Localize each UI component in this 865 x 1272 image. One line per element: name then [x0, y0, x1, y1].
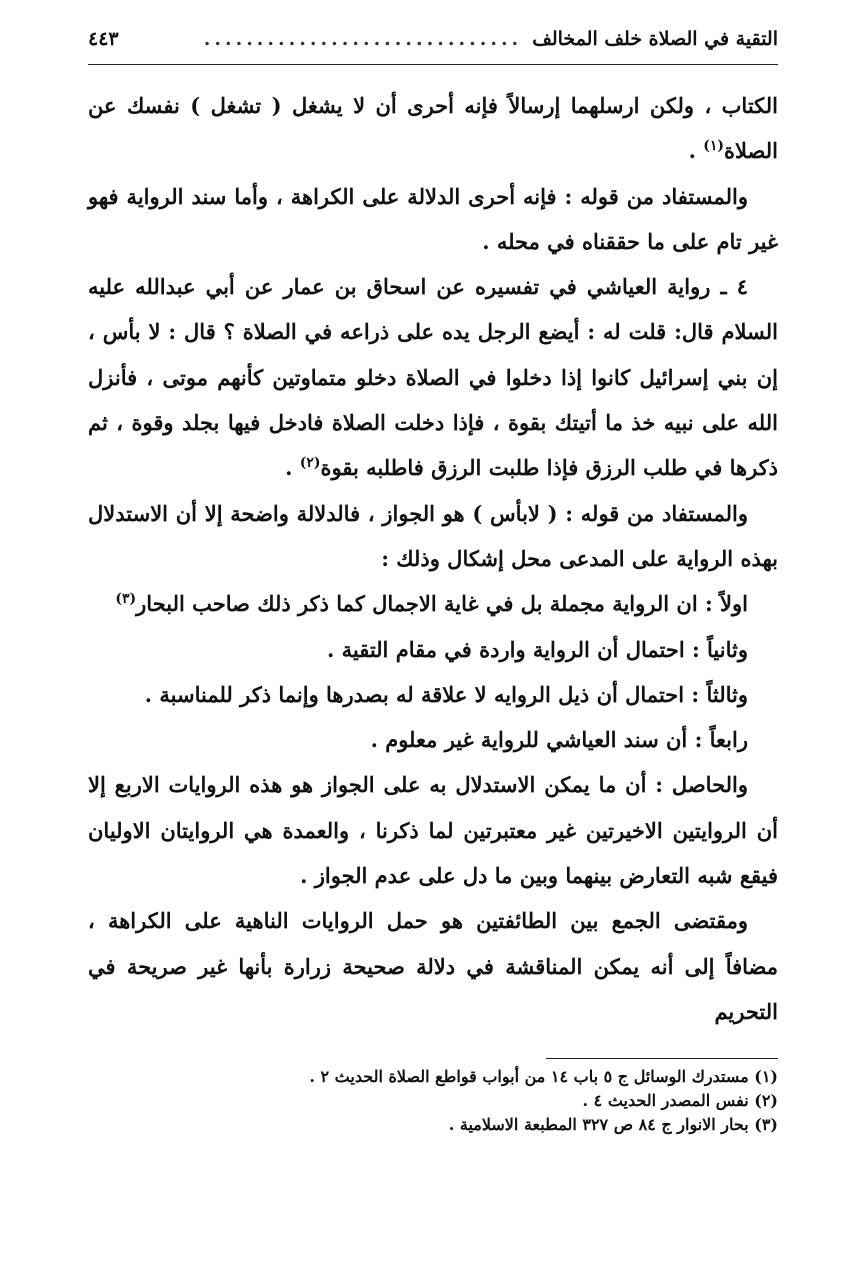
list-item: وثالثاً : احتمال أن ذيل الروايه لا علاقة له بصدرها وإنما ذكر للمناسبة . — [144, 681, 748, 707]
footnote-ref: (١) — [703, 138, 725, 155]
list-item: اولاً : ان الرواية مجملة بل في غاية الاجمال كما ذكر ذلك صاحب البحار$^{(٣)}$ — [115, 591, 748, 617]
footnote: (٣) بحار الانوار ج ٨٤ ص ٣٢٧ المطبعة الاسلامية . — [448, 1115, 778, 1135]
paragraph: الكتاب ، ولكن ارسلهما إرسالاً فإنه أحرى أن لا يشغل ( تشغل ) نفسك عن الصلاة$^{(١)}$ . — [88, 93, 778, 164]
running-header — [88, 28, 778, 65]
footnote-ref: (٣) — [115, 591, 137, 608]
footnotes — [88, 1065, 778, 1137]
paragraph: ٤ ـ رواية العياشي في تفسيره عن اسحاق بن عمار عن أبي عبدالله عليه السلام قال: قلت له : أيضع الرجل يده على ذراعه في الصلاة ؟ قال : لا بأس ، إن بني إسرائيل كانوا إذا دخلوا في الصلاة دخلو متماوتين كأنهم موتى ، فأنزل الله على نبيه خذ ما أتيتك بقوة ، فإذا دخلت الصلاة فادخل فيها بجلد وقوة ، ثم ذكرها في طلب الرزق فإذا طلبت الرزق فاطلبه بقوة$^{(٢)}$ . — [88, 274, 778, 481]
footnote: (١) مستدرك الوسائل ج ٥ باب ١٤ من أبواب قواطع الصلاة الحديث ٢ . — [309, 1067, 778, 1087]
paragraph: والمستفاد من قوله : فإنه أحرى الدلالة على الكراهة ، وأما سند الرواية فهو غير تام على ما حققناه في محله . — [88, 183, 778, 254]
list-item: رابعاً : أن سند العياشي للرواية غير معلوم . — [370, 727, 748, 753]
chapter-title: التقية في الصلاة خلف المخالف — [532, 28, 778, 50]
footnote-divider — [546, 1058, 778, 1059]
paragraph: ومقتضى الجمع بين الطائفتين هو حمل الروايات الناهية على الكراهة ، مضافاً إلى أنه يمكن المناقشة في دلالة صحيحة زرارة بأنها غير صريحة في التحريم — [88, 908, 778, 1024]
footnote-ref: (٢) — [299, 455, 321, 472]
paragraph: والحاصل : أن ما يمكن الاستدلال به على الجواز هو هذه الروايات الاربع إلا أن الروايتين الاخيرتين غير معتبرتين لما ذكرنا ، والعمدة هي الروايتان الاوليان فيقع شبه التعارض بينهما وبين ما دل على عدم الجواز . — [88, 772, 778, 889]
page-number: ٤٤٣ — [88, 28, 119, 50]
footnote: (٢) نفس المصدر الحديث ٤ . — [582, 1091, 778, 1111]
paragraph: والمستفاد من قوله : ( لابأس ) هو الجواز ، فالدلالة واضحة إلا أن الاستدلال بهذه الرواية على المدعى محل إشكال وذلك : — [88, 500, 778, 571]
main-text — [88, 83, 778, 1034]
list-item: وثانياً : احتمال أن الرواية واردة في مقام التقية . — [326, 636, 748, 662]
header-leader-dots: .............................. — [203, 28, 523, 50]
book-page — [88, 28, 778, 1137]
